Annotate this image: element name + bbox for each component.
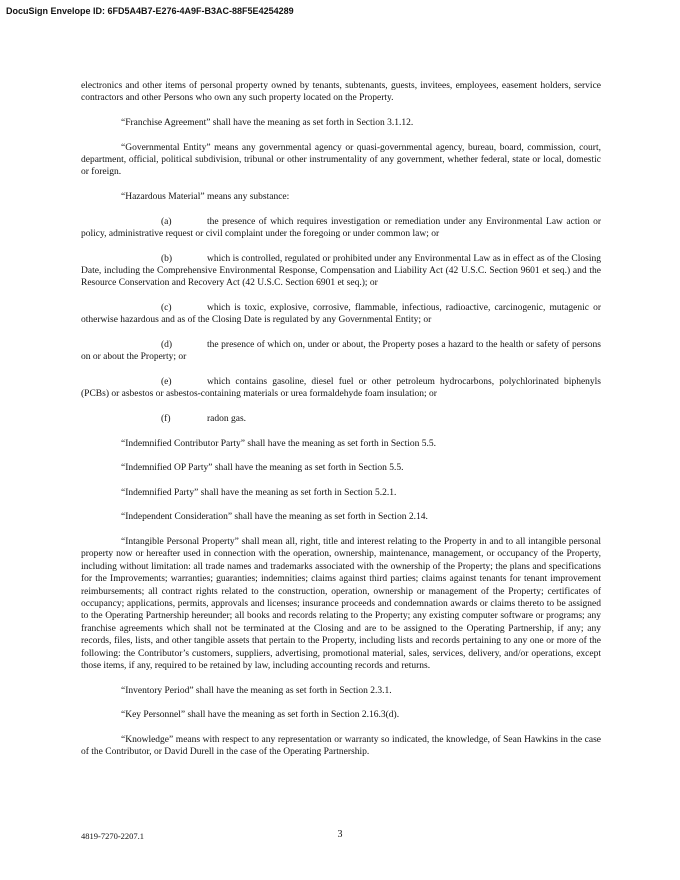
hazardous-clause-c (81, 302, 601, 327)
definition-governmental-entity: “Governmental Entity” means any governmental agency or quasi-governmental agency, bureau, board, commission, court, department, official, political subdivision, tribunal or other instrumentality of any government, whether federal, state or local, domestic or foreign. (81, 142, 601, 178)
page-number: 3 (337, 829, 343, 840)
document-id: 4819-7270-2207.1 (81, 831, 145, 841)
definition-franchise-agreement: “Franchise Agreement” shall have the meaning as set forth in Section 3.1.12. (121, 118, 414, 128)
clause-text: radon gas. (207, 414, 247, 424)
hazardous-clause-d (81, 339, 601, 364)
document-body (81, 80, 601, 771)
clause-text: the presence of which requires investigation or remediation under any Environmental Law action or policy, administrative request or civil complaint under the foregoing or under common law; or (81, 216, 601, 239)
definition-independent-consideration: “Independent Consideration” shall have the meaning as set forth in Section 2.14. (121, 512, 428, 523)
hazardous-clause-b (81, 253, 601, 290)
clause-label: (c) (161, 303, 172, 313)
definition-inventory-period: “Inventory Period” shall have the meaning as set forth in Section 2.3.1. (121, 685, 392, 696)
definition-indemnified-party: “Indemnified Party” shall have the meaning as set forth in Section 5.2.1. (121, 487, 397, 498)
clause-text: the presence of which on, under or about, the Property poses a hazard to the health or safety of persons on or about the Property; or (81, 340, 601, 363)
paragraph-continuation: electronics and other items of personal property owned by tenants, subtenants, guests, invitees, employees, easement holders, service contractors and other Persons who own any such property located on the Property. (81, 81, 601, 104)
docusign-envelope-id: DocuSign Envelope ID: 6FD5A4B7-E276-4A9F-B3AC-88F5E4254289 (6, 6, 294, 16)
definition-key-personnel: “Key Personnel” shall have the meaning as set forth in Section 2.16.3(d). (121, 710, 400, 721)
clause-text: which is controlled, regulated or prohibited under any Environmental Law as in effect as of the Closing Date, including the Comprehensive Environmental Response, Compensation and Liability Act (42 U.S.C. Section 9601 et seq.) and the Resource Conservation and Recovery Act (42 U.S.C. Section 6901 et seq.); or (81, 253, 601, 289)
clause-text: which is toxic, explosive, corrosive, flammable, infectious, radioactive, carcinogenic, mutagenic or otherwise hazardous and as of the Closing Date is regulated by any Governmental Entity; or (81, 303, 601, 326)
hazardous-clause-a (81, 216, 601, 241)
definition-indemnified-contributor-party: “Indemnified Contributor Party” shall have the meaning as set forth in Section 5.5. (121, 438, 437, 449)
clause-label: (b) (161, 253, 173, 264)
definition-indemnified-op-party: “Indemnified OP Party” shall have the meaning as set forth in Section 5.5. (121, 463, 404, 474)
hazardous-clause-f (81, 413, 601, 425)
definition-intangible-personal-property: “Intangible Personal Property” shall mean all, right, title and interest relating to the Property in and to all intangible personal property now or hereafter used in connection with the operation, ownership, maintenance, management, or occupancy of the Property, including without limitation: all trade names and trademarks associated with the ownership of the Property; the plans and specifications for the Improvements; warranties; guaranties; indemnities; claims against third parties; claims against tenants for tenant improvement reimbursements; all contract rights related to the construction, operation, ownership or management of the Property; certificates of occupancy; applications, permits, approvals and licenses; insurance proceeds and condemnation awards or claims thereto to be assigned to the Operating Partnership hereunder; all books and records relating to the Property; any existing computer software or programs; any franchise agreements which shall not be terminated at the Closing and are to be assigned to the Operating Partnership, if any; any records, files, lists, and other tangible assets that pertain to the Property, including lists and records pertaining to any one or more of the following: the Contributor’s customers, suppliers, advertising, promotional material, sales, services, delivery, and/or operations, except those items, if any, required to be retained by law, including accounting records and returns. (81, 536, 601, 672)
hazardous-clause-e (81, 376, 601, 401)
clause-label: (a) (161, 216, 172, 227)
definition-hazardous-material: “Hazardous Material” means any substance: (121, 192, 290, 202)
definition-knowledge: “Knowledge” means with respect to any representation or warranty so indicated, the knowledge, of Sean Hawkins in the case of the Contributor, or David Durell in the case of the Operating Partnership. (81, 734, 601, 758)
clause-label: (f) (161, 414, 171, 424)
clause-label: (e) (161, 377, 172, 387)
clause-text: which contains gasoline, diesel fuel or other petroleum hydrocarbons, polychlorinated biphenyls (PCBs) or asbestos or asbestos-containing materials or urea formaldehyde foam insulation; or (81, 377, 601, 400)
clause-label: (d) (161, 340, 173, 350)
